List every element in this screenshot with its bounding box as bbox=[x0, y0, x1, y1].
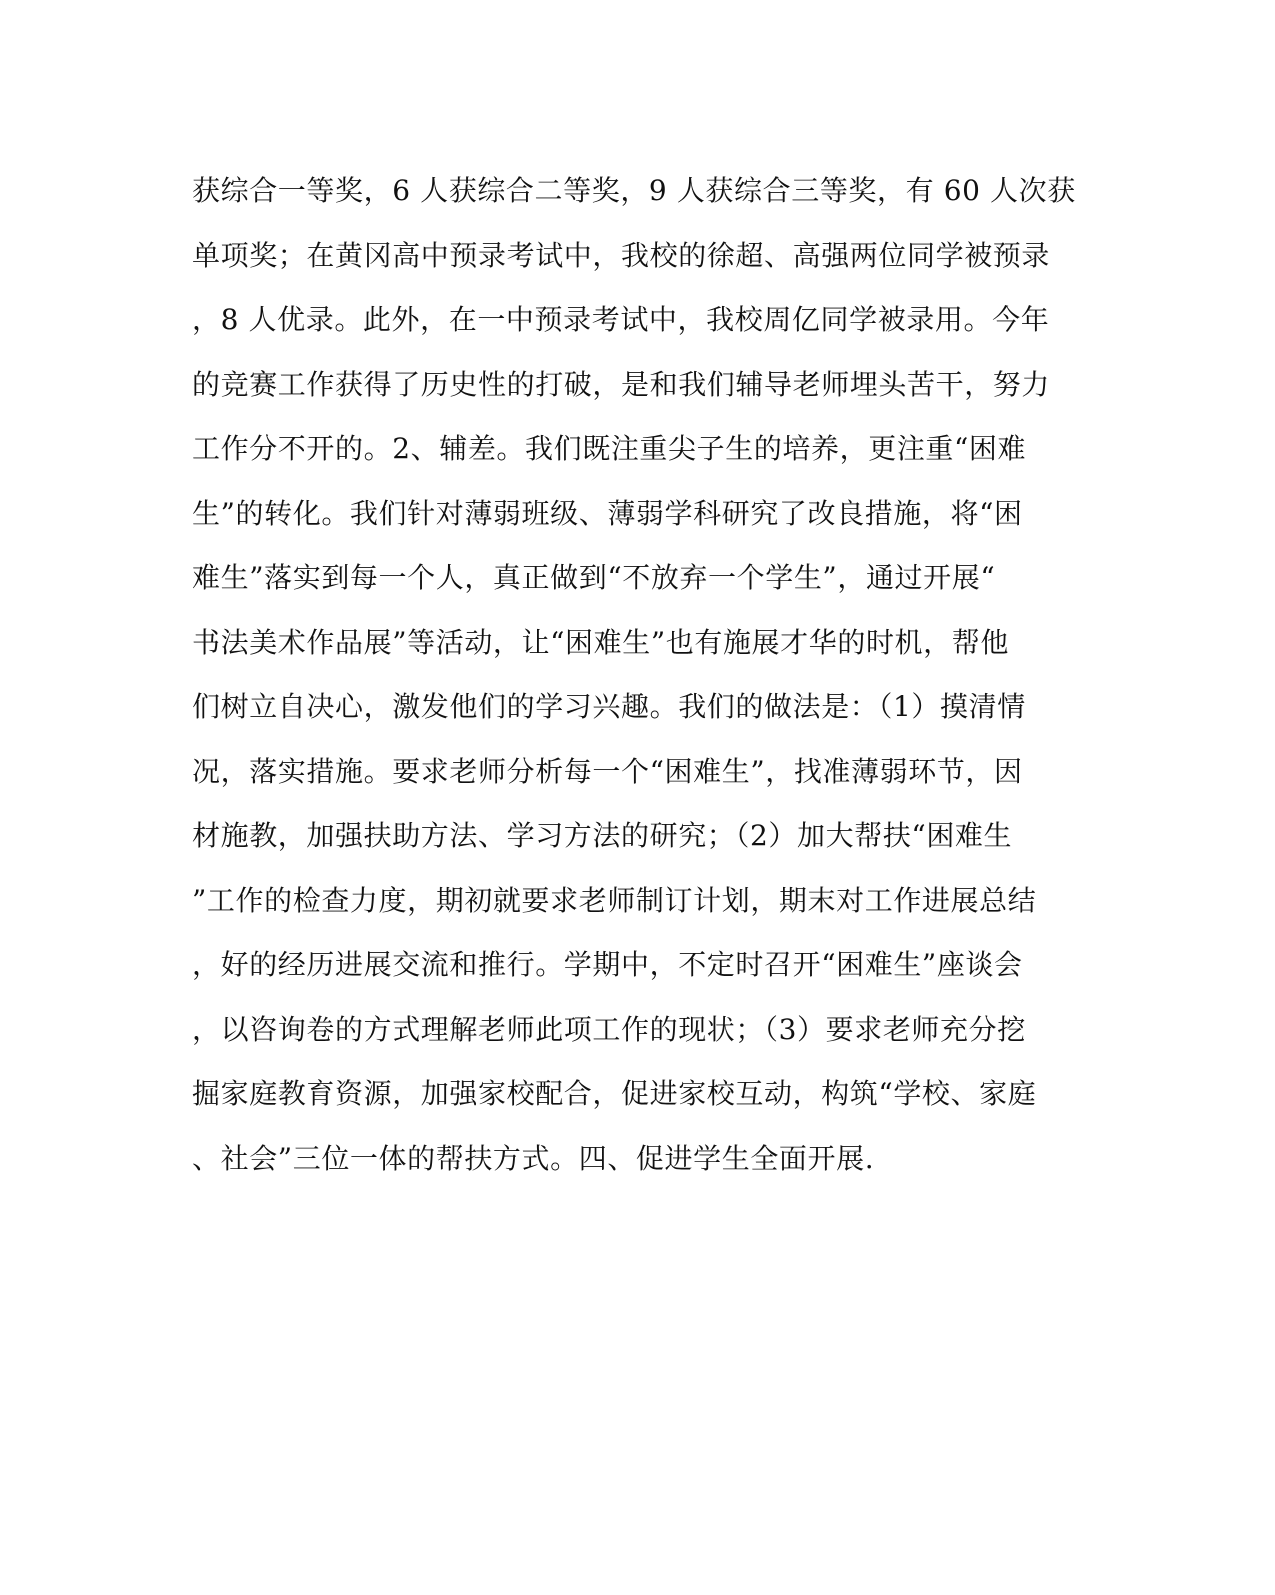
text-line: 掘家庭教育资源，加强家校配合，促进家校互动，构筑“学校、家庭 bbox=[192, 1077, 1037, 1110]
text-line: 况，落实措施。要求老师分析每一个“困难生”，找准薄弱环节，因 bbox=[192, 754, 1023, 788]
text-line: 生”的转化。我们针对薄弱班级、薄弱学科研究了改良措施，将“困 bbox=[192, 496, 1023, 530]
text-line: 们树立自决心，激发他们的学习兴趣。我们的做法是：（1）摸清情 bbox=[192, 690, 1026, 723]
text-line: 、社会”三位一体的帮扶方式。四、促进学生全面开展. bbox=[192, 1141, 875, 1175]
text-line: ，好的经历进展交流和推行。学期中，不定时召开“困难生”座谈会 bbox=[192, 948, 1023, 981]
text-line: 获综合一等奖，6 人获综合二等奖，9 人获综合三等奖，有 60 人次获 bbox=[192, 174, 1076, 207]
text-line: ，8 人优录。此外，在一中预录考试中，我校周亿同学被录用。今年 bbox=[192, 303, 1050, 336]
text-line: 书法美术作品展”等活动，让“困难生”也有施展才华的时机，帮他 bbox=[192, 625, 1009, 659]
body-text bbox=[192, 162, 1092, 1194]
text-line: 的竞赛工作获得了历史性的打破，是和我们辅导老师埋头苦干，努力 bbox=[192, 367, 1051, 401]
text-line: ，以咨询卷的方式理解老师此项工作的现状；（3）要求老师充分挖 bbox=[192, 1012, 1026, 1046]
text-line: 难生”落实到每一个人，真正做到“不放弃一个学生”，通过开展“ bbox=[192, 561, 996, 594]
text-line: 工作分不开的。2、辅差。我们既注重尖子生的培养，更注重“困难 bbox=[192, 432, 1027, 465]
text-line: ”工作的检查力度，期初就要求老师制订计划，期末对工作进展总结 bbox=[192, 883, 1037, 917]
text-line: 材施教，加强扶助方法、学习方法的研究；（2）加大帮扶“困难生 bbox=[192, 819, 1013, 852]
text-line: 单项奖；在黄冈高中预录考试中，我校的徐超、高强两位同学被预录 bbox=[192, 238, 1051, 272]
